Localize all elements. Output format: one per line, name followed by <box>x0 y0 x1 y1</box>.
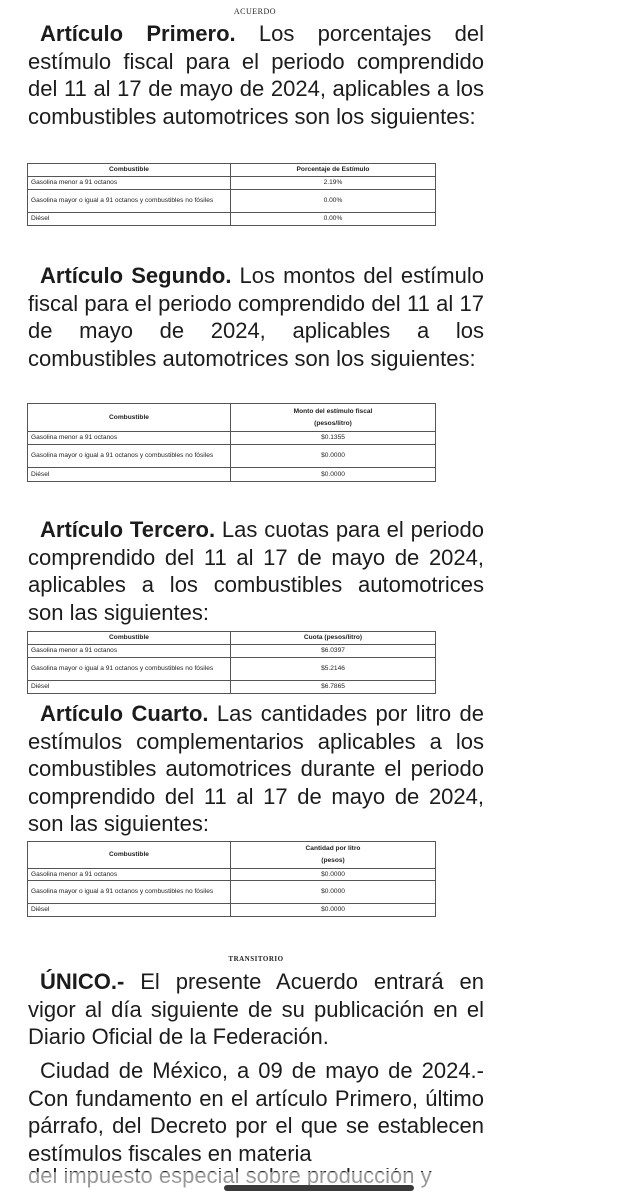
article-2-paragraph <box>28 262 484 372</box>
table-row <box>28 681 436 694</box>
table-cell: Diésel <box>28 213 231 226</box>
table-4-header-quantity-line2: (pesos) <box>321 857 345 864</box>
table-cell: Gasolina mayor o igual a 91 octanos y combustibles no fósiles <box>28 658 231 681</box>
table-cell: 2.19% <box>231 177 436 190</box>
table-row <box>28 432 436 445</box>
table-row <box>28 869 436 881</box>
table-row <box>28 190 436 213</box>
closing-paragraph: Ciudad de México, a 09 de mayo de 2024.- Con fundamento en el artículo Primero, último párrafo, del Decreto por el que se establecen estímulos fiscales en materia <box>28 1058 484 1166</box>
table-cell: $0.0000 <box>231 445 436 468</box>
table-cell: Gasolina menor a 91 octanos <box>28 432 231 445</box>
table-row <box>28 213 436 226</box>
table-cell: Gasolina menor a 91 octanos <box>28 869 231 881</box>
unico-text: El presente Acuerdo entrará en vigor al día siguiente de su publicación en el Diario Oficial de la Federación. <box>28 969 484 1049</box>
unico-paragraph <box>28 968 484 1051</box>
table-cell: Gasolina mayor o igual a 91 octanos y combustibles no fósiles <box>28 190 231 213</box>
article-2-title: Artículo Segundo. <box>40 263 232 288</box>
article-3-title: Artículo Tercero. <box>40 517 216 542</box>
table-2-header-amount-line1: Monto del estímulo fiscal <box>293 407 373 415</box>
document-header: ACUERDO <box>233 7 277 16</box>
table-cell: Gasolina mayor o igual a 91 octanos y combustibles no fósiles <box>28 881 231 904</box>
article-3-text: Las cuotas para el periodo comprendido del 11 al 17 de mayo de 2024, aplicables a los combustibles automotrices son las siguientes: <box>28 517 484 625</box>
table-1-header-percent: Porcentaje de Estímulo <box>231 164 436 177</box>
table-1 <box>27 163 436 226</box>
table-cell: $0.0000 <box>231 904 436 917</box>
table-4-header-fuel: Combustible <box>28 842 231 869</box>
table-cell: Diésel <box>28 681 231 694</box>
table-2 <box>27 403 436 482</box>
article-1-text: Los porcentajes del estímulo fiscal para el periodo comprendido del 11 al 17 de mayo de 2024, aplicables a los combustibles automotrices son los siguientes: <box>28 21 485 129</box>
table-4 <box>27 841 436 917</box>
table-row <box>28 468 436 482</box>
table-cell: $6.0397 <box>231 645 436 658</box>
article-4-text: Las cantidades por litro de estímulos complementarios aplicables a los combustibles automotrices durante el periodo comprendido del 11 al 17 de mayo de 2024, son las siguientes: <box>28 701 484 836</box>
table-cell: Gasolina mayor o igual a 91 octanos y combustibles no fósiles <box>28 445 231 468</box>
table-cell: $0.1355 <box>231 432 436 445</box>
article-4-title: Artículo Cuarto. <box>40 701 209 726</box>
table-cell: Diésel <box>28 468 231 482</box>
table-3-header-quota: Cuota (pesos/litro) <box>231 632 436 645</box>
table-4-header-quantity-line1: Cantidad por litro <box>305 845 361 852</box>
article-4-paragraph <box>28 700 484 838</box>
table-cell: 0.00% <box>231 190 436 213</box>
table-cell: $6.7865 <box>231 681 436 694</box>
table-2-header-fuel: Combustible <box>28 404 231 432</box>
table-cell: 0.00% <box>231 213 436 226</box>
table-3 <box>27 631 436 694</box>
table-row <box>28 881 436 904</box>
table-1-header-fuel: Combustible <box>28 164 231 177</box>
table-cell: $5.2146 <box>231 658 436 681</box>
table-4-header-quantity <box>231 842 436 869</box>
table-cell: Gasolina menor a 91 octanos <box>28 177 231 190</box>
article-3-paragraph <box>28 516 484 626</box>
table-row <box>28 904 436 917</box>
table-cell: Gasolina menor a 91 octanos <box>28 645 231 658</box>
table-3-header-fuel: Combustible <box>28 632 231 645</box>
table-row <box>28 177 436 190</box>
article-1-title: Artículo Primero. <box>40 21 236 46</box>
table-cell: $0.0000 <box>231 468 436 482</box>
transitorio-heading: TRANSITORIO <box>228 955 284 963</box>
table-row <box>28 445 436 468</box>
table-2-header-amount <box>231 404 436 432</box>
table-cell: $0.0000 <box>231 881 436 904</box>
table-row <box>28 645 436 658</box>
table-cell: $0.0000 <box>231 869 436 881</box>
table-row <box>28 658 436 681</box>
table-cell: Diésel <box>28 904 231 917</box>
unico-title: ÚNICO.- <box>40 969 125 994</box>
article-1-paragraph <box>28 20 484 130</box>
gesture-navigation-bar[interactable] <box>224 1185 414 1191</box>
article-2-text: Los montos del estímulo fiscal para el periodo comprendido del 11 al 17 de mayo de 2024, aplicables a los combustibles automotrices son los siguientes: <box>28 263 484 371</box>
table-2-header-amount-line2: (pesos/litro) <box>314 419 352 427</box>
